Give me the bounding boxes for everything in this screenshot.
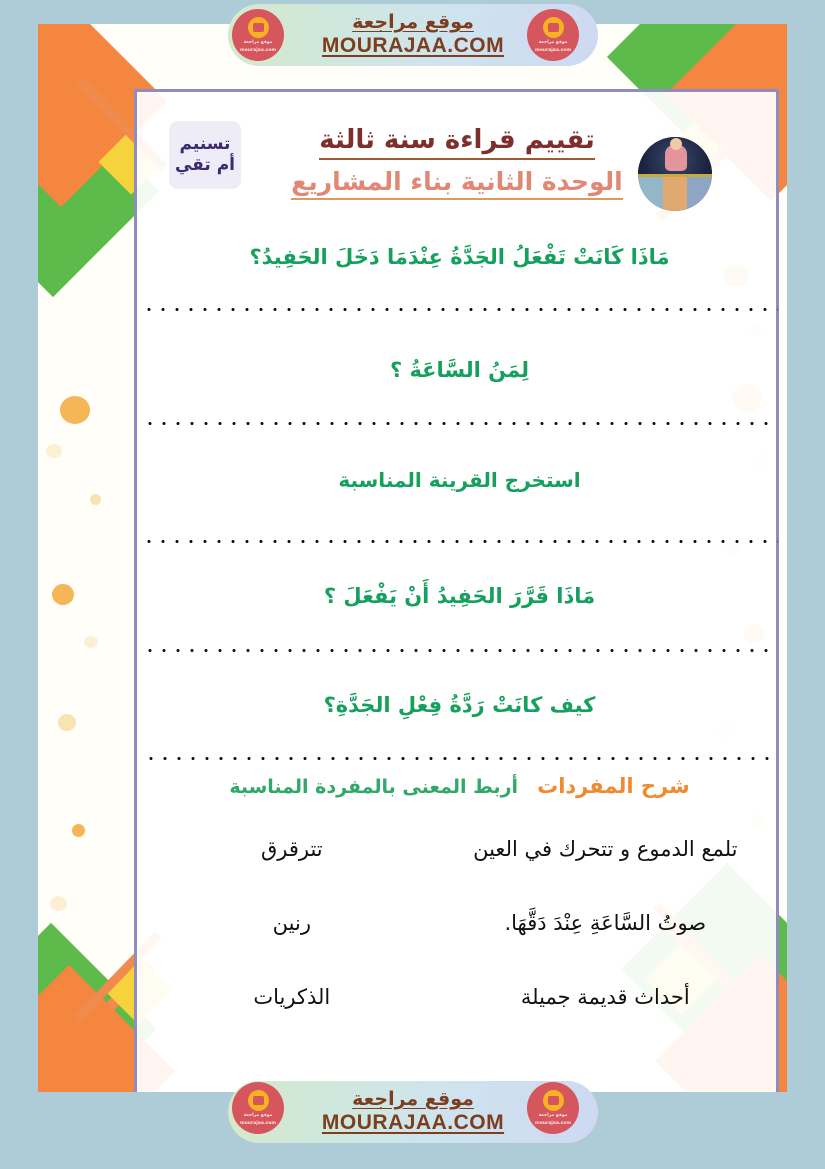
question-row	[137, 690, 782, 761]
table-row[interactable]	[137, 812, 782, 886]
banner-url-text[interactable]: MOURAJAA.COM	[321, 33, 505, 57]
avatar-strip	[638, 177, 712, 211]
teacher-avatar	[638, 137, 712, 211]
paint-splatter	[46, 444, 62, 458]
paint-splatter	[52, 584, 74, 605]
matching-table	[137, 812, 782, 1034]
answer-line-1[interactable]	[142, 308, 778, 311]
question-row	[137, 581, 782, 652]
logo-caption-url: mourajaa.com	[240, 1120, 277, 1126]
word-cell-1[interactable]: تترقرق	[260, 837, 323, 861]
table-row[interactable]	[137, 960, 782, 1034]
logo-disc-icon	[543, 17, 564, 38]
paint-splatter	[84, 636, 98, 648]
answer-line-5[interactable]	[144, 757, 776, 760]
page-title: تقييم قراءة سنة ثالثة	[319, 124, 595, 160]
meaning-cell-3[interactable]: أحداث قديمة جميلة	[520, 985, 690, 1009]
paint-splatter	[60, 396, 90, 424]
question-text-5: كيف كانَتْ رَدَّةُ فِعْلِ الجَدَّةِ؟	[323, 692, 596, 717]
paint-splatter	[50, 896, 67, 911]
logo-disc-icon	[543, 1090, 564, 1111]
word-cell-2[interactable]: رنين	[272, 911, 311, 935]
student-name-badge	[169, 121, 241, 189]
banner-url-text[interactable]: MOURAJAA.COM	[321, 1110, 505, 1134]
question-text-3: استخرج القرينة المناسبة	[338, 468, 581, 492]
paint-splatter	[58, 714, 76, 731]
logo-disc-icon	[248, 1090, 269, 1111]
content-frame	[134, 89, 779, 1092]
avatar-child	[665, 145, 687, 171]
question-text-1: مَاذَا كَانَتْ تَفْعَلُ الجَدَّةُ عِنْدَمَا دَخَلَ الحَفِيدُ؟	[249, 245, 670, 269]
site-logo-icon	[232, 1082, 284, 1134]
logo-caption-url: mourajaa.com	[535, 1120, 572, 1126]
logo-caption-ar: موقع مراجعة	[243, 39, 273, 45]
badge-line-2: أم تقي	[174, 154, 236, 175]
meaning-cell-1[interactable]: تلمع الدموع و تتحرك في العين	[473, 837, 738, 861]
word-cell-3[interactable]: الذكريات	[253, 985, 331, 1009]
page-subtitle: الوحدة الثانية بناء المشاريع	[291, 166, 622, 200]
logo-caption-url: mourajaa.com	[240, 47, 277, 53]
answer-line-3[interactable]	[142, 540, 778, 543]
meaning-cell-2[interactable]: صوتُ السَّاعَةِ عِنْدَ دَقَّهَا.	[504, 911, 707, 935]
title-block	[257, 124, 657, 200]
questions-area	[137, 242, 782, 1034]
logo-caption-ar: موقع مراجعة	[538, 1112, 568, 1118]
site-logo-icon	[527, 9, 579, 61]
question-text-4: مَاذَا قَرَّرَ الحَفِيدُ أَنْ يَفْعَلَ ؟	[323, 584, 596, 608]
site-logo-icon	[232, 9, 284, 61]
logo-caption-url: mourajaa.com	[535, 47, 572, 53]
question-row	[137, 355, 782, 426]
question-row	[137, 242, 782, 311]
banner-arabic-text: موقع مراجعة	[352, 1088, 474, 1111]
site-logo-icon	[527, 1082, 579, 1134]
logo-disc-icon	[248, 17, 269, 38]
question-row	[137, 465, 782, 543]
banner-arabic-text: موقع مراجعة	[352, 11, 474, 34]
vocabulary-heading	[137, 774, 782, 798]
answer-line-2[interactable]	[143, 422, 777, 425]
logo-caption-ar: موقع مراجعة	[243, 1112, 273, 1118]
vocabulary-instruction: أربط المعنى بالمفردة المناسبة	[229, 776, 519, 798]
question-text-2: لِمَنُ السَّاعَةُ ؟	[389, 357, 530, 382]
vocabulary-title: شرح المفردات	[537, 774, 690, 798]
table-row[interactable]	[137, 886, 782, 960]
paint-splatter	[72, 824, 85, 837]
badge-line-1: تسنيم	[179, 133, 231, 154]
answer-line-4[interactable]	[143, 649, 777, 652]
paint-splatter	[90, 494, 101, 505]
logo-caption-ar: موقع مراجعة	[538, 39, 568, 45]
worksheet-page	[38, 24, 787, 1092]
